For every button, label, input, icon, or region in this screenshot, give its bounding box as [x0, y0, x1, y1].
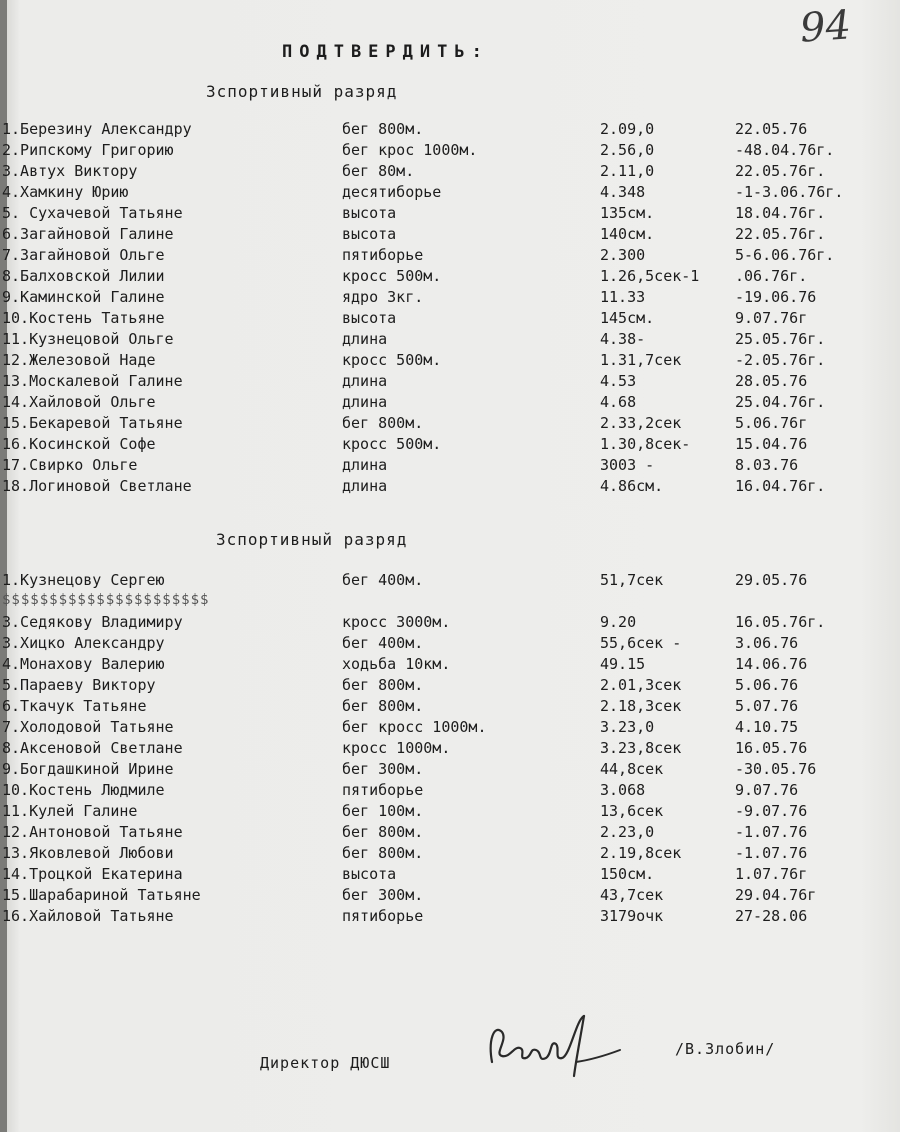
event-name: ядро 3кг.: [342, 288, 424, 306]
result-date: -1.07.76: [735, 844, 808, 862]
result-value: 1.31,7сек: [600, 351, 682, 369]
athlete-name: 3.Седякову Владимиру: [2, 613, 183, 631]
result-value: 3179очк: [600, 907, 664, 925]
event-name: кросс 3000м.: [342, 613, 451, 631]
result-date: 14.06.76: [735, 655, 808, 673]
result-value: 3.23,8сек: [600, 739, 682, 757]
result-date: 1.07.76г: [735, 865, 808, 883]
result-value: 2.11,0: [600, 162, 655, 180]
result-value: 44,8сек: [600, 760, 664, 778]
event-name: десятиборье: [342, 183, 442, 201]
athlete-name: 18.Логиновой Светлане: [2, 477, 192, 495]
event-name: бег кросс 1000м.: [342, 718, 487, 736]
event-name: бег 800м.: [342, 676, 424, 694]
athlete-name: 3.Автух Виктору: [2, 162, 138, 180]
result-value: 43,7сек: [600, 886, 664, 904]
event-name: бег 800м.: [342, 844, 424, 862]
event-name: длина: [342, 393, 388, 411]
result-date: 5.06.76: [735, 676, 799, 694]
result-date: -1.07.76: [735, 823, 808, 841]
event-name: бег 300м.: [342, 886, 424, 904]
athlete-name: 5.Параеву Виктору: [2, 676, 156, 694]
result-date: 29.05.76: [735, 571, 808, 589]
result-date: 29.04.76г: [735, 886, 817, 904]
result-value: 55,6сек -: [600, 634, 682, 652]
athlete-name: 7.Загайновой Ольге: [2, 246, 165, 264]
result-value: 140см.: [600, 225, 655, 243]
result-value: 2.18,3сек: [600, 697, 682, 715]
athlete-name: 14.Троцкой Екатерина: [2, 865, 183, 883]
event-name: бег 400м.: [342, 634, 424, 652]
event-name: бег 800м.: [342, 120, 424, 138]
result-value: 3.23,0: [600, 718, 655, 736]
athlete-name: 15.Шарабариной Татьяне: [2, 886, 201, 904]
result-value: 2.09,0: [600, 120, 655, 138]
event-name: бег 800м.: [342, 823, 424, 841]
event-name: пятиборье: [342, 246, 424, 264]
result-value: 145см.: [600, 309, 655, 327]
section-2-title: 3спортивный разряд: [216, 530, 408, 549]
athlete-name: 3.Хицко Александру: [2, 634, 165, 652]
result-date: -19.06.76: [735, 288, 817, 306]
event-name: бег 300м.: [342, 760, 424, 778]
event-name: пятиборье: [342, 907, 424, 925]
athlete-name: 12.Антоновой Татьяне: [2, 823, 183, 841]
director-initials: /В.Злобин/: [675, 1040, 776, 1058]
signature-image: [480, 1010, 630, 1080]
result-date: 5.07.76: [735, 697, 799, 715]
event-name: высота: [342, 225, 397, 243]
athlete-name: 7.Холодовой Татьяне: [2, 718, 174, 736]
result-date: 16.04.76г.: [735, 477, 826, 495]
result-value: 2.300: [600, 246, 646, 264]
result-date: -48.04.76г.: [735, 141, 835, 159]
athlete-name: 8.Аксеновой Светлане: [2, 739, 183, 757]
result-date: 5-6.06.76г.: [735, 246, 835, 264]
event-name: кросс 500м.: [342, 267, 442, 285]
athlete-name: 9.Каминской Галине: [2, 288, 165, 306]
document-heading: ПОДТВЕРДИТЬ:: [282, 42, 489, 62]
athlete-name: 2.Рипскому Григорию: [2, 141, 174, 159]
athlete-name: 1.Кузнецову Сергею: [2, 571, 165, 589]
event-name: длина: [342, 477, 388, 495]
event-name: длина: [342, 330, 388, 348]
result-date: 16.05.76г.: [735, 613, 826, 631]
result-date: 25.04.76г.: [735, 393, 826, 411]
event-name: кросс 1000м.: [342, 739, 451, 757]
result-value: 4.53: [600, 372, 637, 390]
event-name: пятиборье: [342, 781, 424, 799]
result-value: 13,6сек: [600, 802, 664, 820]
event-name: кросс 500м.: [342, 351, 442, 369]
result-date: 28.05.76: [735, 372, 808, 390]
result-date: 3.06.76: [735, 634, 799, 652]
result-value: 2.23,0: [600, 823, 655, 841]
athlete-name: 6.Загайновой Галине: [2, 225, 174, 243]
result-value: 11.33: [600, 288, 646, 306]
result-date: 9.07.76г: [735, 309, 808, 327]
event-name: бег 800м.: [342, 414, 424, 432]
result-date: 18.04.76г.: [735, 204, 826, 222]
athlete-name: 11.Кулей Галине: [2, 802, 138, 820]
athlete-name: 5. Сухачевой Татьяне: [2, 204, 183, 222]
result-date: -1-3.06.76г.: [735, 183, 844, 201]
struck-out-line: $$$$$$$$$$$$$$$$$$$$$$: [2, 592, 210, 608]
result-date: .06.76г.: [735, 267, 808, 285]
result-date: 4.10.75: [735, 718, 799, 736]
result-date: 22.05.76г.: [735, 225, 826, 243]
result-date: 16.05.76: [735, 739, 808, 757]
result-value: 3003 -: [600, 456, 655, 474]
result-value: 2.19,8сек: [600, 844, 682, 862]
result-date: -9.07.76: [735, 802, 808, 820]
result-date: -2.05.76г.: [735, 351, 826, 369]
result-value: 135см.: [600, 204, 655, 222]
result-value: 51,7сек: [600, 571, 664, 589]
result-value: 150см.: [600, 865, 655, 883]
event-name: бег 400м.: [342, 571, 424, 589]
athlete-name: 15.Бекаревой Татьяне: [2, 414, 183, 432]
athlete-name: 8.Балховской Лилии: [2, 267, 165, 285]
event-name: высота: [342, 204, 397, 222]
event-name: бег 800м.: [342, 697, 424, 715]
result-value: 4.68: [600, 393, 637, 411]
director-label: Директор ДЮСШ: [260, 1054, 391, 1072]
athlete-name: 6.Ткачук Татьяне: [2, 697, 147, 715]
page-number: 94: [798, 2, 853, 52]
athlete-name: 4.Монахову Валерию: [2, 655, 165, 673]
athlete-name: 13.Москалевой Галине: [2, 372, 183, 390]
athlete-name: 9.Богдашкиной Ирине: [2, 760, 174, 778]
athlete-name: 12.Железовой Наде: [2, 351, 156, 369]
event-name: бег 100м.: [342, 802, 424, 820]
athlete-name: 13.Яковлевой Любови: [2, 844, 174, 862]
event-name: высота: [342, 309, 397, 327]
athlete-name: 1.Березину Александру: [2, 120, 192, 138]
athlete-name: 10.Костень Людмиле: [2, 781, 165, 799]
event-name: высота: [342, 865, 397, 883]
event-name: бег 80м.: [342, 162, 415, 180]
athlete-name: 11.Кузнецовой Ольге: [2, 330, 174, 348]
result-value: 2.01,3сек: [600, 676, 682, 694]
result-date: 8.03.76: [735, 456, 799, 474]
athlete-name: 16.Хайловой Татьяне: [2, 907, 174, 925]
event-name: бег крос 1000м.: [342, 141, 478, 159]
athlete-name: 17.Свирко Ольге: [2, 456, 138, 474]
event-name: кросс 500м.: [342, 435, 442, 453]
result-value: 1.30,8сек-: [600, 435, 691, 453]
result-value: 49.15: [600, 655, 646, 673]
athlete-name: 14.Хайловой Ольге: [2, 393, 156, 411]
section-1-title: 3спортивный разряд: [206, 82, 398, 101]
result-value: 2.33,2сек: [600, 414, 682, 432]
result-value: 4.348: [600, 183, 646, 201]
result-value: 4.38-: [600, 330, 646, 348]
result-date: 25.05.76г.: [735, 330, 826, 348]
result-date: 27-28.06: [735, 907, 808, 925]
result-value: 3.068: [600, 781, 646, 799]
result-date: 15.04.76: [735, 435, 808, 453]
event-name: ходьба 10км.: [342, 655, 451, 673]
result-date: 5.06.76г: [735, 414, 808, 432]
event-name: длина: [342, 372, 388, 390]
result-value: 4.86см.: [600, 477, 664, 495]
result-date: 22.05.76: [735, 120, 808, 138]
athlete-name: 4.Хамкину Юрию: [2, 183, 129, 201]
result-date: -30.05.76: [735, 760, 817, 778]
result-date: 9.07.76: [735, 781, 799, 799]
athlete-name: 10.Костень Татьяне: [2, 309, 165, 327]
result-value: 1.26,5сек-1: [600, 267, 700, 285]
result-date: 22.05.76г.: [735, 162, 826, 180]
event-name: длина: [342, 456, 388, 474]
result-value: 2.56,0: [600, 141, 655, 159]
result-value: 9.20: [600, 613, 637, 631]
athlete-name: 16.Косинской Софе: [2, 435, 156, 453]
